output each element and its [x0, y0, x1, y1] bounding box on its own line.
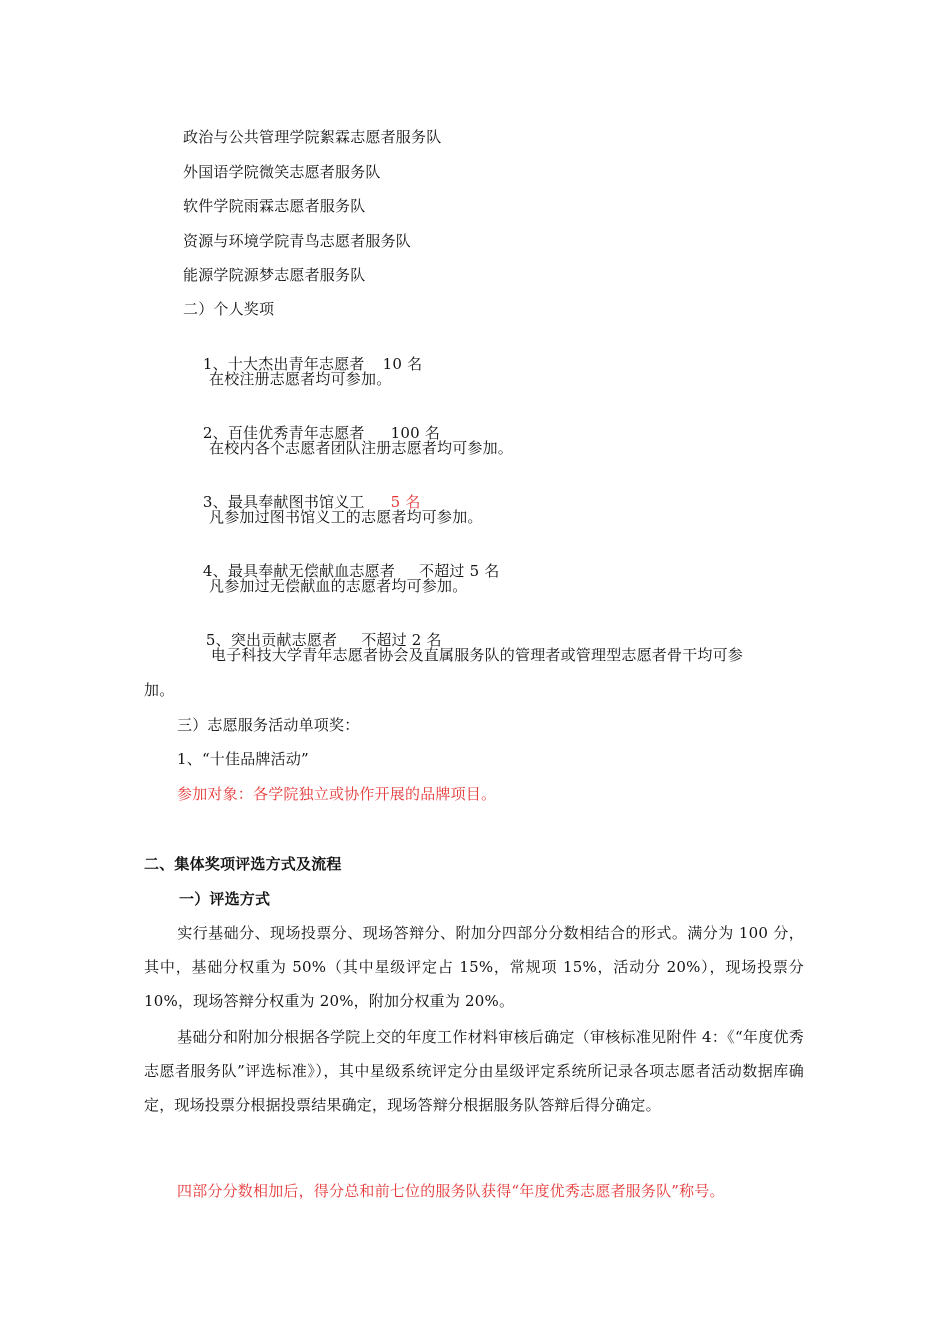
- award-title: 2、百佳优秀青年志愿者: [202, 424, 365, 442]
- paragraph-scoring: [144, 916, 804, 1018]
- award-eligibility: 电子科技大学青年志愿者协会及直属服务队的管理者或管理型志愿者骨干均可参: [211, 646, 744, 664]
- paragraph-scoring-text: 实行基础分、现场投票分、现场答辩分、附加分四部分分数相结合的形式。满分为 100 分，其中，基础分权重为 50%（其中星级评定占 15%，常规项 15%，活动分 20%），现场投票分 10%，现场答辩分权重为 20%，附加分权重为 20%。: [144, 924, 804, 1010]
- team-item: 政治与公共管理学院絮霖志愿者服务队: [183, 128, 442, 146]
- award-eligibility-continued: 加。: [144, 681, 175, 699]
- activity-award-target: 参加对象：各学院独立或协作开展的品牌项目。: [177, 785, 497, 803]
- individual-awards-heading: 二）个人奖项: [183, 300, 275, 318]
- activity-award-item: 1、“十佳品牌活动”: [177, 750, 309, 768]
- section-heading: 二、集体奖项评选方式及流程: [144, 855, 342, 873]
- award-eligibility: 在校内各个志愿者团队注册志愿者均可参加。: [209, 439, 514, 457]
- award-eligibility: 在校注册志愿者均可参加。: [209, 370, 392, 388]
- paragraph-criteria: [144, 1020, 804, 1122]
- award-eligibility: 凡参加过无偿献血的志愿者均可参加。: [209, 577, 468, 595]
- award-eligibility: 凡参加过图书馆义工的志愿者均可参加。: [209, 508, 483, 526]
- team-item: 能源学院源梦志愿者服务队: [183, 266, 366, 284]
- award-quota: 100 名: [390, 424, 441, 442]
- award-quota: 不超过 2 名: [361, 631, 442, 649]
- subsection-heading: 一）评选方式: [179, 890, 271, 908]
- team-item: 外国语学院微笑志愿者服务队: [183, 163, 381, 181]
- paragraph-criteria-text: 基础分和附加分根据各学院上交的年度工作材料审核后确定（审核标准见附件 4：《“年度优秀志愿者服务队”评选标准》），其中星级系统评定分由星级评定系统所记录各项志愿者活动数据库确定，现场投票分根据投票结果确定，现场答辩分根据服务队答辩后得分确定。: [144, 1028, 804, 1114]
- activity-award-heading: 三）志愿服务活动单项奖：: [177, 716, 360, 734]
- team-item: 软件学院雨霖志愿者服务队: [183, 197, 366, 215]
- award-title: 4、最具奉献无偿献血志愿者: [202, 562, 396, 580]
- award-title: 5、突出贡献志愿者: [205, 631, 338, 649]
- paragraph-result: 四部分分数相加后，得分总和前七位的服务队获得“年度优秀志愿者服务队”称号。: [177, 1182, 725, 1200]
- award-title: 1、十大杰出青年志愿者: [202, 355, 365, 373]
- award-title: 3、最具奉献图书馆义工: [202, 493, 365, 511]
- award-quota: 10 名: [382, 355, 423, 373]
- award-quota: 5 名: [390, 493, 421, 511]
- team-item: 资源与环境学院青鸟志愿者服务队: [183, 232, 412, 250]
- award-quota: 不超过 5 名: [419, 562, 500, 580]
